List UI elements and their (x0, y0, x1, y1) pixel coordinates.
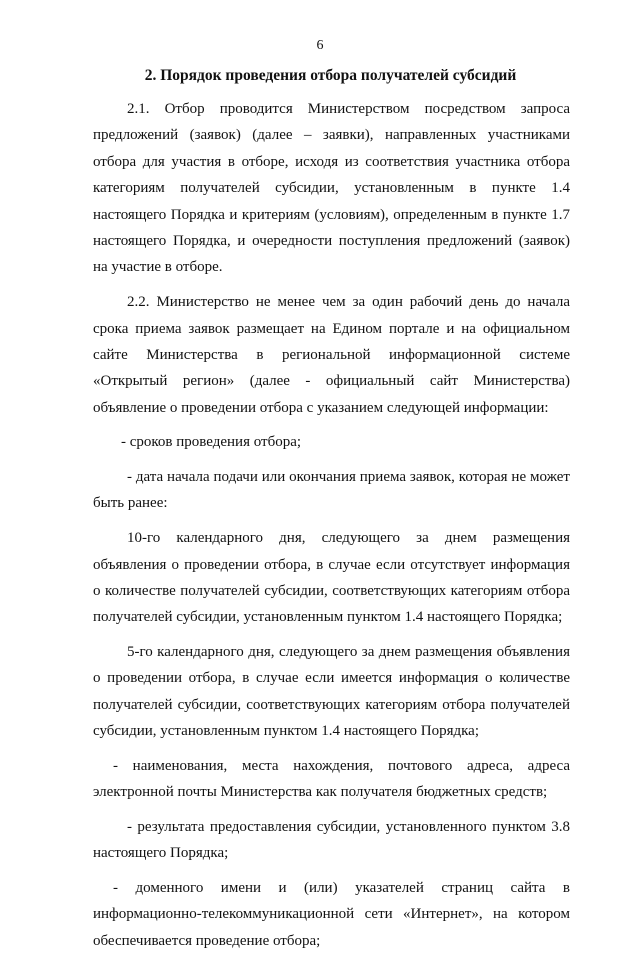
list-item-ministry-address: - наименования, места нахождения, почтового адреса, адреса электронной почты Министерства как получателя бюджетных средств; (93, 757, 570, 801)
list-item-start-date: - дата начала подачи или окончания приема заявок, которая не может быть ранее: (93, 469, 570, 512)
list-item-domain-name: - доменного имени и (или) указателей страниц сайта в информационно-телекоммуникационной сети «Интернет», на котором обеспечивается проведение отбора; (93, 879, 570, 949)
paragraph-10-day: 10-го календарного дня, следующего за днем размещения объявления о проведении отбора, в случае если отсутствует информация о количестве получателей субсидии, соответствующих категориям отбора получателей субсидии, установленным пунктом 1.4 настоящего Порядка; (93, 530, 570, 626)
page-number: 6 (316, 38, 324, 53)
list-item-terms: - сроков проведения отбора; (121, 434, 302, 451)
paragraph-5-day: 5-го календарного дня, следующего за днем размещения объявления о проведении отбора, в случае если имеется информация о количестве получателей субсидии, соответствующих категориям отбора получателей субсидии, установленным пунктом 1.4 настоящего Порядка; (93, 643, 570, 740)
section-title: 2. Порядок проведения отбора получателей субсидий (144, 67, 517, 84)
paragraph-2-2: 2.2. Министерство не менее чем за один рабочий день до начала срока приема заявок размещает на Едином портале и на официальном сайте Министерства в региональной информационной системе «Открытый регион» (далее - официальный сайт Министерства) объявление о проведении отбора с указанием следующей информации: (93, 294, 570, 416)
list-item-result: - результата предоставления субсидии, установленного пунктом 3.8 настоящего Порядка; (93, 818, 570, 862)
document-body (93, 96, 570, 959)
paragraph-2-1: 2.1. Отбор проводится Министерством посредством запроса предложений (заявок) (далее – заявки), направленных участниками отбора для участия в отборе, исходя из соответствия участника отбора категориям получателей субсидии, установленным в пункте 1.4 настоящего Порядка и критериям (условиям), определенным в пункте 1.7 настоящего Порядка, и очередности поступления предложений (заявок) на участие в отборе. (93, 101, 570, 276)
